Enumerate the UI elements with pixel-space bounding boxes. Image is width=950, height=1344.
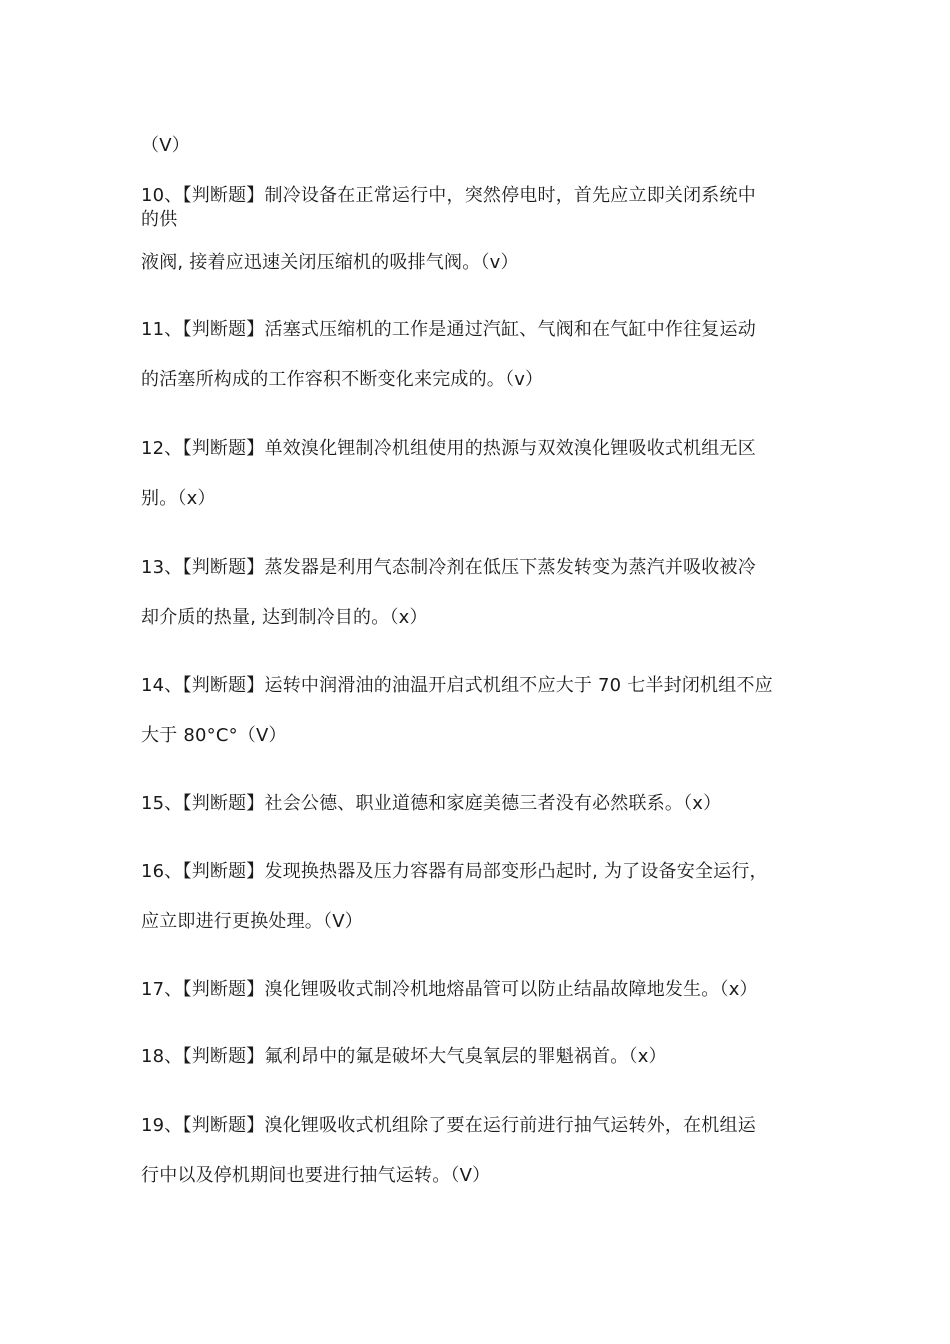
- question-17-line-1: 17、【判断题】溴化锂吸收式制冷机地熔晶管可以防止结晶故障地发生。（x）: [141, 979, 758, 1000]
- question-11-line-2: 的活塞所构成的工作容积不断变化来完成的。（v）: [141, 369, 544, 390]
- question-10-line-2: 的供: [141, 209, 178, 230]
- question-10-line-3: 液阀, 接着应迅速关闭压缩机的吸排气阀。（v）: [141, 252, 519, 273]
- question-18-line-1: 18、【判断题】氟利昂中的氟是破坏大气臭氧层的罪魁祸首。（x）: [141, 1046, 667, 1067]
- question-19-line-1: 19、【判断题】溴化锂吸收式机组除了要在运行前进行抽气运转外，在机组运: [141, 1115, 756, 1136]
- question-14-line-1: 14、【判断题】运转中润滑油的油温开启式机组不应大于 70 七半封闭机组不应: [141, 675, 773, 696]
- answer-line-9: （V）: [141, 135, 190, 156]
- question-13-line-1: 13、【判断题】蒸发器是利用气态制冷剂在低压下蒸发转变为蒸汽并吸收被冷: [141, 557, 756, 578]
- question-19-line-2: 行中以及停机期间也要进行抽气运转。（V）: [141, 1165, 491, 1186]
- question-14-line-2: 大于 80°C°（V）: [141, 725, 287, 746]
- question-12-line-1: 12、【判断题】单效溴化锂制冷机组使用的热源与双效溴化锂吸收式机组无区: [141, 438, 756, 459]
- question-16-line-2: 应立即进行更换处理。（V）: [141, 911, 363, 932]
- question-12-line-2: 别。（x）: [141, 488, 216, 509]
- question-13-line-2: 却介质的热量, 达到制冷目的。（x）: [141, 607, 428, 628]
- question-11-line-1: 11、【判断题】活塞式压缩机的工作是通过汽缸、气阀和在气缸中作往复运动: [141, 319, 756, 340]
- question-16-line-1: 16、【判断题】发现换热器及压力容器有局部变形凸起时, 为了设备安全运行，: [141, 861, 768, 882]
- question-15-line-1: 15、【判断题】社会公德、职业道德和家庭美德三者没有必然联系。（x）: [141, 793, 722, 814]
- question-10-line-1: 10、【判断题】制冷设备在正常运行中，突然停电时，首先应立即关闭系统中: [141, 185, 756, 206]
